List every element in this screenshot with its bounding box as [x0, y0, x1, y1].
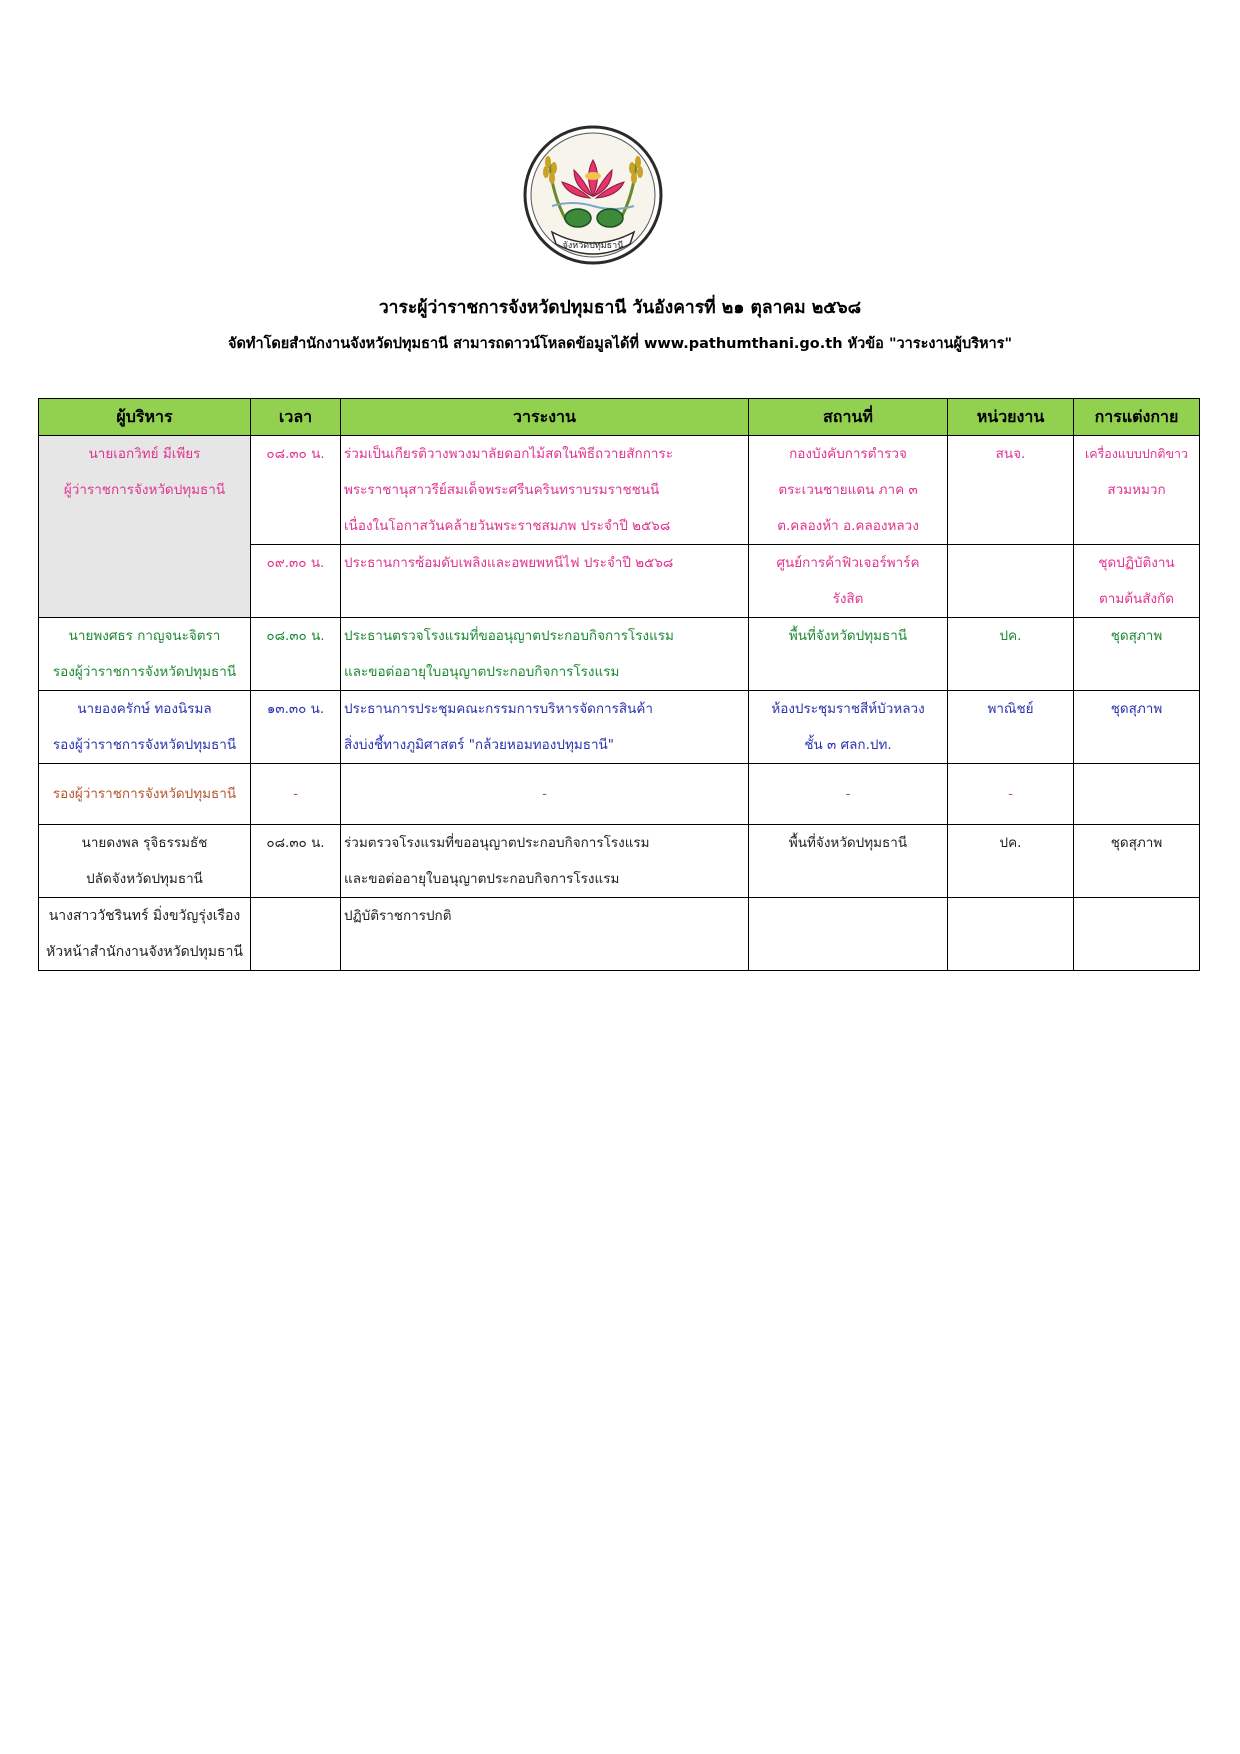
table-row — [39, 618, 1200, 691]
table-row — [39, 898, 1200, 971]
column-header-unit: หน่วยงาน — [948, 399, 1074, 436]
executive-cell — [39, 825, 251, 898]
dress-cell: ชุดสุภาพ — [1074, 691, 1200, 764]
dress-cell: ชุดสุภาพ — [1074, 618, 1200, 691]
unit-cell: สนจ. — [948, 436, 1074, 545]
dress-cell — [1074, 545, 1200, 618]
dress-line: ตามต้นสังกัด — [1098, 591, 1174, 607]
executive-title: หัวหน้าสำนักงานจังหวัดปทุมธานี — [45, 944, 243, 960]
place-line: รังสิต — [832, 591, 864, 607]
place-cell: - — [749, 764, 948, 825]
time-cell: ๐๘.๓๐ น. — [251, 436, 341, 545]
agenda-cell — [341, 898, 749, 971]
dress-cell: ชุดสุภาพ — [1074, 825, 1200, 898]
place-line: ต.คลองห้า อ.คลองหลวง — [777, 518, 919, 534]
place-cell — [749, 436, 948, 545]
column-header-executive: ผู้บริหาร — [39, 399, 251, 436]
agenda-line: เนื่องในโอกาสวันคล้ายวันพระราชสมภพ ประจำปี ๒๕๖๘ — [344, 518, 671, 534]
agenda-line: ปฏิบัติราชการปกติ — [344, 908, 452, 924]
place-line: ชั้น ๓ ศลก.ปท. — [804, 737, 892, 753]
table-row — [39, 691, 1200, 764]
place-line: ตระเวนชายแดน ภาค ๓ — [778, 482, 918, 498]
place-cell — [749, 618, 948, 691]
agenda-cell: - — [341, 764, 749, 825]
dress-line: สวมหมวก — [1107, 482, 1166, 498]
unit-cell — [948, 545, 1074, 618]
table-row — [39, 825, 1200, 898]
executive-name: นายองครักษ์ ทองนิรมล — [77, 701, 212, 717]
unit-cell — [948, 898, 1074, 971]
executive-cell — [39, 436, 251, 618]
place-cell — [749, 691, 948, 764]
table-row — [39, 436, 1200, 545]
dress-cell — [1074, 764, 1200, 825]
agenda-line: พระราชานุสาวรีย์สมเด็จพระศรีนครินทราบรมราชชนนี — [344, 482, 660, 498]
column-header-time: เวลา — [251, 399, 341, 436]
agenda-line: ร่วมเป็นเกียรติวางพวงมาลัยดอกไม้สดในพิธีถวายสักการะ — [344, 446, 673, 462]
agenda-line: สิ่งบ่งชี้ทางภูมิศาสตร์ "กล้วยหอมทองปทุมธานี" — [344, 737, 614, 753]
unit-cell: ปค. — [948, 825, 1074, 898]
agenda-cell — [341, 436, 749, 545]
agenda-cell — [341, 545, 749, 618]
time-cell — [251, 898, 341, 971]
time-cell: ๐๘.๓๐ น. — [251, 825, 341, 898]
executive-name: นายดงพล รุจิธรรมธัช — [81, 835, 208, 851]
dress-cell — [1074, 436, 1200, 545]
executive-name: นายพงศธร กาญจนะจิตรา — [68, 628, 221, 644]
agenda-cell — [341, 618, 749, 691]
executive-name: นางสาววัชรินทร์ มิ่งขวัญรุ่งเรือง — [48, 908, 241, 924]
column-header-agenda: วาระงาน — [341, 399, 749, 436]
executive-title: ผู้ว่าราชการจังหวัดปทุมธานี — [63, 482, 226, 498]
executive-cell — [39, 618, 251, 691]
agenda-line: และขอต่ออายุใบอนุญาตประกอบกิจการโรงแรม — [344, 664, 620, 680]
place-cell — [749, 825, 948, 898]
page-title: วาระผู้ว่าราชการจังหวัดปทุมธานี วันอังคารที่ ๒๑ ตุลาคม ๒๕๖๘ — [378, 298, 862, 318]
table-header-row — [39, 399, 1200, 436]
place-line: ศูนย์การค้าฟิวเจอร์พาร์ค — [776, 555, 920, 571]
dress-cell — [1074, 898, 1200, 971]
time-cell: ๑๓.๓๐ น. — [251, 691, 341, 764]
place-line: พื้นที่จังหวัดปทุมธานี — [788, 628, 908, 644]
unit-cell: ปค. — [948, 618, 1074, 691]
agenda-cell — [341, 825, 749, 898]
executive-cell — [39, 898, 251, 971]
agenda-line: ประธานตรวจโรงแรมที่ขออนุญาตประกอบกิจการโรงแรม — [344, 628, 674, 644]
agenda-line: ประธานการซ้อมดับเพลิงและอพยพหนีไฟ ประจำปี ๒๕๖๘ — [344, 555, 674, 571]
place-line: กองบังคับการตำรวจ — [789, 446, 907, 462]
place-line: ห้องประชุมราชสีห์บัวหลวง — [771, 701, 925, 717]
dress-line: เครื่องแบบปกติขาว — [1084, 446, 1189, 461]
provincial-seal-logo — [522, 124, 664, 266]
agenda-line: และขอต่ออายุใบอนุญาตประกอบกิจการโรงแรม — [344, 871, 620, 887]
executive-name: นายเอกวิทย์ มีเพียร — [88, 446, 201, 462]
executive-cell — [39, 764, 251, 825]
executive-title: รองผู้ว่าราชการจังหวัดปทุมธานี — [52, 786, 237, 802]
time-cell: - — [251, 764, 341, 825]
agenda-cell — [341, 691, 749, 764]
seal-text: จังหวัดปทุมธานี — [562, 241, 624, 251]
agenda-line: ประธานการประชุมคณะกรรมการบริหารจัดการสินค้า — [344, 701, 653, 717]
schedule-table — [38, 398, 1200, 971]
dress-line: ชุดปฏิบัติงาน — [1098, 555, 1175, 571]
column-header-dress: การแต่งกาย — [1074, 399, 1200, 436]
executive-title: ปลัดจังหวัดปทุมธานี — [86, 871, 203, 887]
place-line: พื้นที่จังหวัดปทุมธานี — [788, 835, 908, 851]
executive-title: รองผู้ว่าราชการจังหวัดปทุมธานี — [52, 664, 237, 680]
time-cell: ๐๘.๓๐ น. — [251, 618, 341, 691]
table-row — [39, 764, 1200, 825]
unit-cell: พาณิชย์ — [948, 691, 1074, 764]
column-header-place: สถานที่ — [749, 399, 948, 436]
agenda-line: ร่วมตรวจโรงแรมที่ขออนุญาตประกอบกิจการโรงแรม — [344, 835, 650, 851]
time-cell: ๐๙.๓๐ น. — [251, 545, 341, 618]
place-cell — [749, 545, 948, 618]
executive-cell — [39, 691, 251, 764]
page-subtitle: จัดทำโดยสำนักงานจังหวัดปทุมธานี สามารถดาวน์โหลดข้อมูลได้ที่ www.pathumthani.go.th หัวข้อ "วาระงานผู้บริหาร" — [227, 336, 1013, 352]
place-cell — [749, 898, 948, 971]
executive-title: รองผู้ว่าราชการจังหวัดปทุมธานี — [52, 737, 237, 753]
unit-cell: - — [948, 764, 1074, 825]
